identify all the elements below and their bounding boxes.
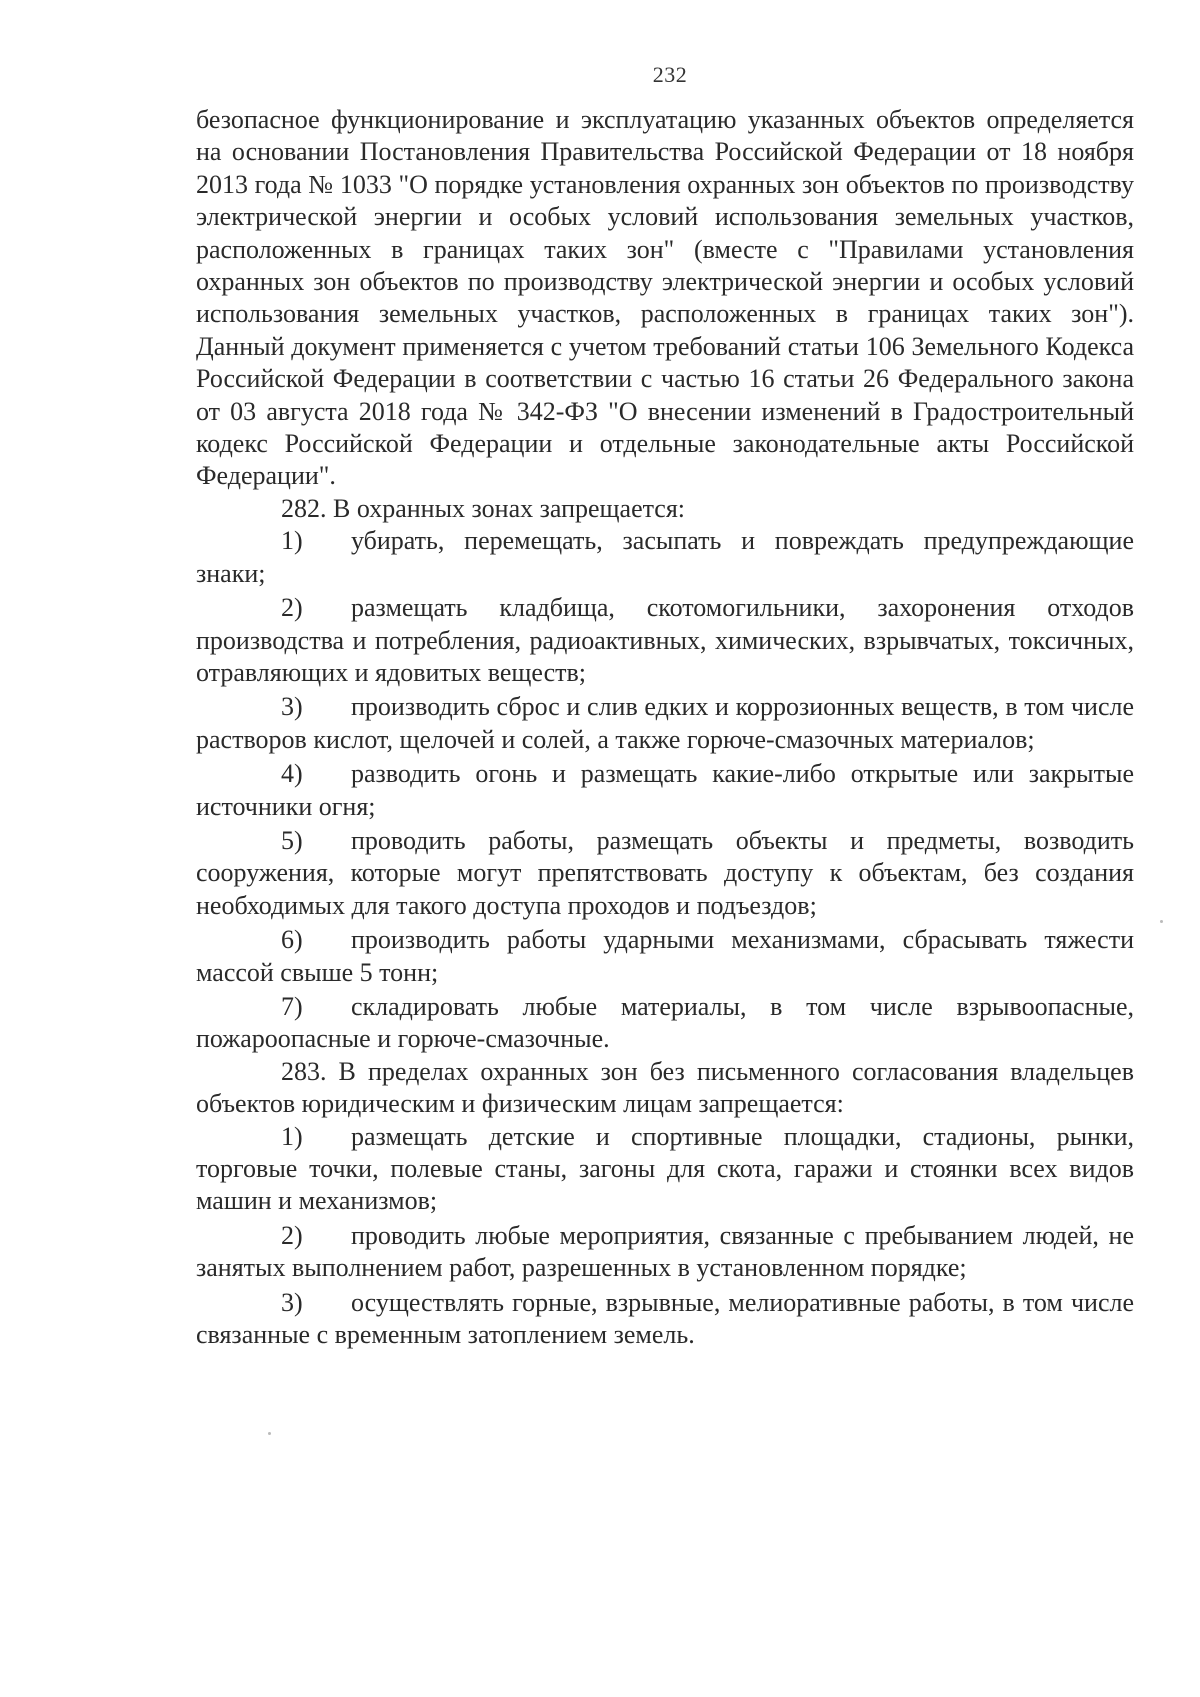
list-item-text: размещать детские и спортивные площадки, стадионы, рынки, торговые точки, полевые станы, загоны для скота, гаражи и стоянки всех видов машин и механизмов; bbox=[196, 1121, 1134, 1216]
list-item bbox=[196, 691, 1134, 756]
list-item bbox=[196, 1121, 1134, 1218]
list-item-number: 6) bbox=[281, 925, 303, 955]
section-282-heading: 282. В охранных зонах запрещается: bbox=[281, 493, 686, 523]
list-item-text: складировать любые материалы, в том числе взрывоопасные, пожароопасные и горюче-смазочные. bbox=[196, 991, 1134, 1054]
intro-paragraph: безопасное функционирование и эксплуатацию указанных объектов определяется на основании Постановления Правительства Российской Федерации от 18 ноября 2013 года № 1033 "О порядке установления охранных зон объектов по производству электрической энергии и особых условий использования земельных участков, расположенных в границах таких зон" (вместе с "Правилами установления охранных зон объектов по производству электрической энергии и особых условий использования земельных участков, расположенных в границах таких зон"). Данный документ применяется с учетом требований статьи 106 Земельного Кодекса Российской Федерации в соответствии с частью 16 статьи 26 Федерального закона от 03 августа 2018 года № 342-ФЗ "О внесении изменений в Градостроительный кодекс Российской Федерации и отдельные законодательные акты Российской Федерации". bbox=[196, 105, 1134, 491]
list-item bbox=[196, 1220, 1134, 1285]
list-item-number: 5) bbox=[281, 825, 303, 855]
list-item bbox=[196, 592, 1134, 689]
list-item-text: проводить любые мероприятия, связанные с пребыванием людей, не занятых выполнением работ, разрешенных в установленном порядке; bbox=[196, 1220, 1134, 1283]
list-item-number: 2) bbox=[281, 1220, 303, 1250]
list-item-text: разводить огонь и размещать какие-либо открытые или закрытые источники огня; bbox=[196, 759, 1134, 821]
document-body bbox=[196, 104, 1134, 1351]
list-item bbox=[196, 825, 1134, 922]
scan-speck bbox=[1160, 920, 1163, 923]
list-item bbox=[196, 991, 1134, 1056]
list-item-number: 2) bbox=[281, 593, 303, 623]
list-item-text: убирать, перемещать, засыпать и повреждать предупреждающие знаки; bbox=[196, 526, 1134, 588]
list-item-text: производить работы ударными механизмами, сбрасывать тяжести массой свыше 5 тонн; bbox=[196, 925, 1134, 987]
list-item-number: 3) bbox=[281, 692, 303, 722]
list-item-number: 7) bbox=[281, 991, 303, 1021]
list-item-number: 3) bbox=[281, 1287, 303, 1317]
list-item bbox=[196, 1287, 1134, 1352]
list-item-text: осуществлять горные, взрывные, мелиоративные работы, в том числе связанные с временным затоплением земель. bbox=[196, 1287, 1134, 1350]
list-item-number: 1) bbox=[281, 1121, 303, 1151]
scan-speck bbox=[268, 1432, 271, 1435]
list-item-text: производить сброс и слив едких и коррозионных веществ, в том числе растворов кислот, щелочей и солей, а также горюче-смазочных материалов; bbox=[196, 692, 1134, 754]
page-number: 232 bbox=[652, 62, 688, 87]
list-item bbox=[196, 525, 1134, 590]
list-item bbox=[196, 758, 1134, 823]
list-item-number: 4) bbox=[281, 759, 303, 789]
list-item-text: размещать кладбища, скотомогильники, захоронения отходов производства и потребления, радиоактивных, химических, взрывчатых, токсичных, отравляющих и ядовитых веществ; bbox=[196, 593, 1134, 687]
list-item-text: проводить работы, размещать объекты и предметы, возводить сооружения, которые могут препятствовать доступу к объектам, без создания необходимых для такого доступа проходов и подъездов; bbox=[196, 825, 1134, 920]
list-item-number: 1) bbox=[281, 526, 303, 556]
list-item bbox=[196, 924, 1134, 989]
section-283-heading: 283. В пределах охранных зон без письменного согласования владельцев объектов юридическим и физическим лицам запрещается: bbox=[196, 1056, 1134, 1119]
